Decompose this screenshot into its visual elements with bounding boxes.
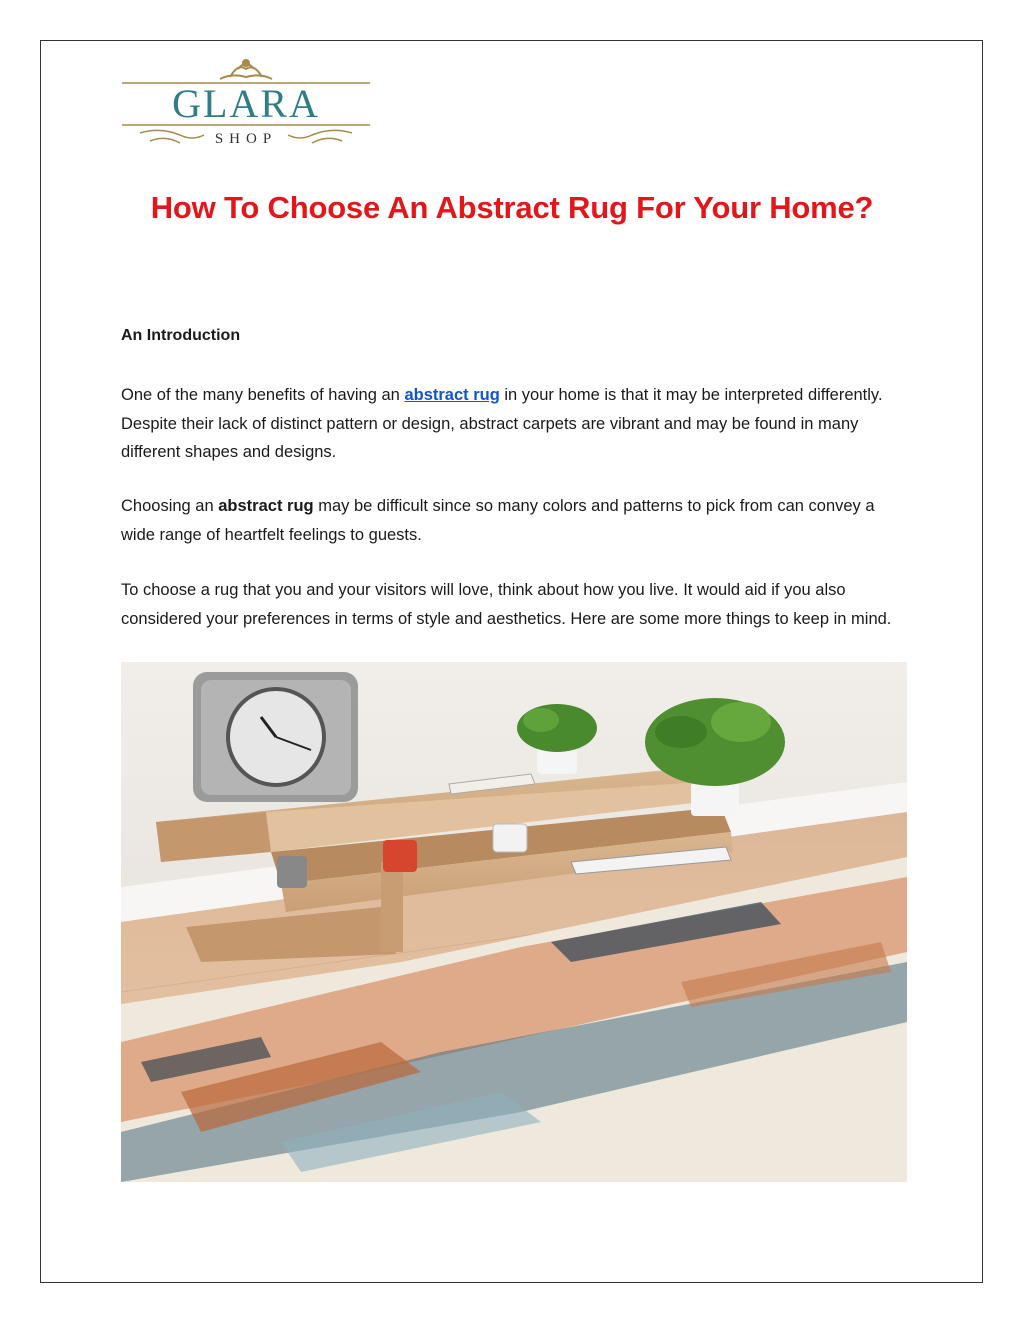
paragraph-1-before: One of the many benefits of having an [121,386,405,404]
intro-heading: An Introduction [121,327,241,344]
crown-ornament-icon [220,60,272,79]
flourish-left-icon [140,130,204,143]
abstract-rug-link[interactable]: abstract rug [404,386,500,404]
paragraph-1-after: in your home is that it may be interpreted differently. Despite their lack of distinct pattern or design, abstract carpets are vibrant and may be found in many different shapes and designs. [121,386,883,461]
logo-sub-text: SHOP [214,131,278,147]
abstract-rug-room-photo [121,662,907,1182]
paragraph-2 [121,492,911,549]
abstract-rug-bold: abstract rug [218,497,314,515]
wall-clock [193,672,358,802]
candle-jar-red [383,840,417,872]
paragraph-2-after: may be difficult since so many colors and patterns to pick from can convey a wide range of heartfelt feelings to guests. [121,497,875,544]
glara-shop-logo [120,55,372,153]
paragraph-2-before: Choosing an [121,497,219,515]
candle-jar-grey [277,856,307,888]
paragraph-3: To choose a rug that you and your visitors will love, think about how you live. It would aid if you also considered your preferences in terms of style and aesthetics. Here are some more things to keep in mind. [121,581,892,628]
logo-main-text: GLARA [172,81,320,126]
page-title: How To Choose An Abstract Rug For Your Home? [150,190,874,225]
candle-jar-white [493,824,527,852]
flourish-right-icon [288,130,352,143]
paragraph-1 [121,381,911,467]
